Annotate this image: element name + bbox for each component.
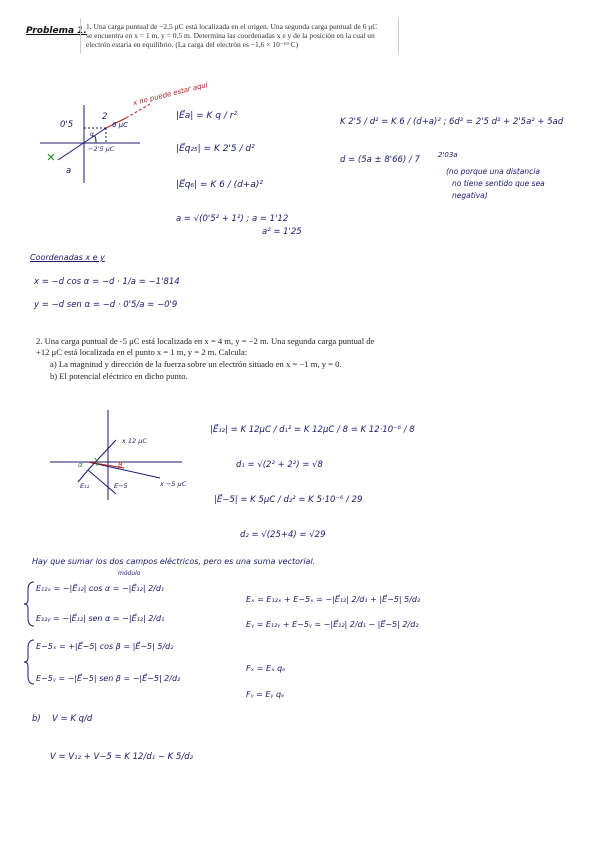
problem1-title: Problema 1. xyxy=(26,26,87,36)
p2-ex: Eₓ = E₁₂ₓ + E−5ₓ = −|E⃗₁₂| 2/d₁ + |E⃗−5| 5/d₂ xyxy=(246,595,421,604)
diagram1-distance: a xyxy=(66,166,72,176)
p2-comp4: E−5ᵧ = −|E⃗−5| sen β = −|E⃗−5| 2/d₂ xyxy=(36,674,181,683)
p2-b-label: b) xyxy=(32,714,41,724)
right-note-1: (no porque una distancia xyxy=(446,167,540,176)
p2-b-v2: V = V₁₂ + V−5 = K 12/d₁ − K 5/d₂ xyxy=(50,752,194,762)
red-note: x no puede estar aquí xyxy=(132,80,209,108)
right-value: 2'03a xyxy=(438,151,458,159)
problem1-statement-line2: se encuentra en x = 1 m, y = 0,5 m. Determina las coordenadas x e y de la posición en la cual un xyxy=(86,31,375,40)
diagram1-charge-neg: −2'5 μC xyxy=(88,145,115,153)
p2-e12-label: E₁₂ xyxy=(80,482,90,490)
p2-b-v: V = K q/d xyxy=(52,714,93,724)
p2-comp3: E−5ₓ = +|E⃗−5| cos β = |E⃗−5| 5/d₂ xyxy=(36,642,174,651)
eq-eq6: |E⃗q₆| = K 6 / (d+a)² xyxy=(176,180,263,190)
problem2-item-b: b) El potencial eléctrico en dicho punto. xyxy=(50,371,188,381)
coord-x: x = −d cos α = −d · 1/a = −1'814 xyxy=(34,277,180,287)
right-equation-1: K 2'5 / d² = K 6 / (d+a)² ; 6d² = 2'5 d² + 2'5a² + 5ad xyxy=(340,117,564,127)
p2-eq-e5: |E⃗−5| = K 5μC / d₂² = K 5·10⁻⁶ / 29 xyxy=(214,495,363,505)
coords-title: Coordenadas x e y xyxy=(30,253,105,262)
problem2-item-a: a) La magnitud y dirección de la fuerza sobre un electrón situado en x = −1 m, y = 0. xyxy=(50,359,342,369)
problem1-statement-line1: 1. Una carga puntual de −2,5 μC está localizada en el origen. Una segunda carga puntual de 6 μC xyxy=(86,22,378,31)
right-note-3: negativa) xyxy=(452,191,488,200)
p2-eq-d1: d₁ = √(2² + 2²) = √8 xyxy=(236,460,323,470)
problem1-statement-line3: electrón estaría en equilibrio. (La carga del electrón es −1,6 × 10⁻¹⁹ C) xyxy=(86,40,299,49)
eq-a: a = √(0'5² + 1²) ; a = 1'12 xyxy=(176,214,289,224)
diagram1-y-label: 0'5 xyxy=(60,120,74,130)
p2-sum-note: Hay que sumar los dos campos eléctricos, pero es una suma vectorial. xyxy=(32,557,316,566)
p2-eq-e12: |E⃗₁₂| = K 12μC / d₁² = K 12μC / 8 = K 12·10⁻⁶ / 8 xyxy=(210,425,415,435)
eq-ea: |E⃗a| = K q / r² xyxy=(176,111,238,121)
brace-bottom xyxy=(24,640,34,684)
eq-a-squared: a² = 1'25 xyxy=(262,227,302,237)
right-note-2: no tiene sentido que sea xyxy=(452,179,545,188)
p2-fy: Fᵧ = Eᵧ qₑ xyxy=(246,690,285,699)
p2-comp1: E₁₂ₓ = −|E⃗₁₂| cos α = −|E⃗₁₂| 2/d₁ xyxy=(36,584,165,593)
p2-modulo-note: módulo xyxy=(118,570,141,577)
diagram1-angle: α xyxy=(90,131,94,138)
p2-fx: Fₓ = Eₓ qₑ xyxy=(246,664,286,673)
p2-ey: Eᵧ = E₁₂ᵧ + E−5ᵧ = −|E⃗₁₂| 2/d₁ − |E⃗−5| 2/d₂ xyxy=(246,620,419,629)
coord-y: y = −d sen α = −d · 0'5/a = −0'9 xyxy=(34,300,178,310)
p2-eq-d2: d₂ = √(25+4) = √29 xyxy=(240,530,326,540)
p2-q5-label: x −5 μC xyxy=(160,480,187,488)
p2-comp2: E₁₂ᵧ = −|E⃗₁₂| sen α = −|E⃗₁₂| 2/d₁ xyxy=(36,614,165,623)
problem2-statement-line2: +12 μC está localizada en el punto x = 1 m, y = 2 m. Calcula: xyxy=(36,347,248,357)
p2-beta: β xyxy=(118,461,123,469)
problem2-statement-line1: 2. Una carga puntual de -5 μC está localizada en x = 4 m, y = −2 m. Una segunda carga puntual de xyxy=(36,336,375,346)
p2-alpha: α xyxy=(78,461,83,469)
p2-e5-label: E−5 xyxy=(114,482,128,490)
eq-e25: |E⃗q₂₅| = K 2'5 / d² xyxy=(176,144,255,154)
diagram1-q2-label: 2 xyxy=(102,112,108,122)
diagram1-charge-pos: 6 μC xyxy=(112,121,129,129)
p2-q12-label: x 12 μC xyxy=(122,437,147,445)
right-equation-2: d = (5a ± 8'66) / 7 xyxy=(340,155,420,165)
brace-top xyxy=(24,582,34,626)
